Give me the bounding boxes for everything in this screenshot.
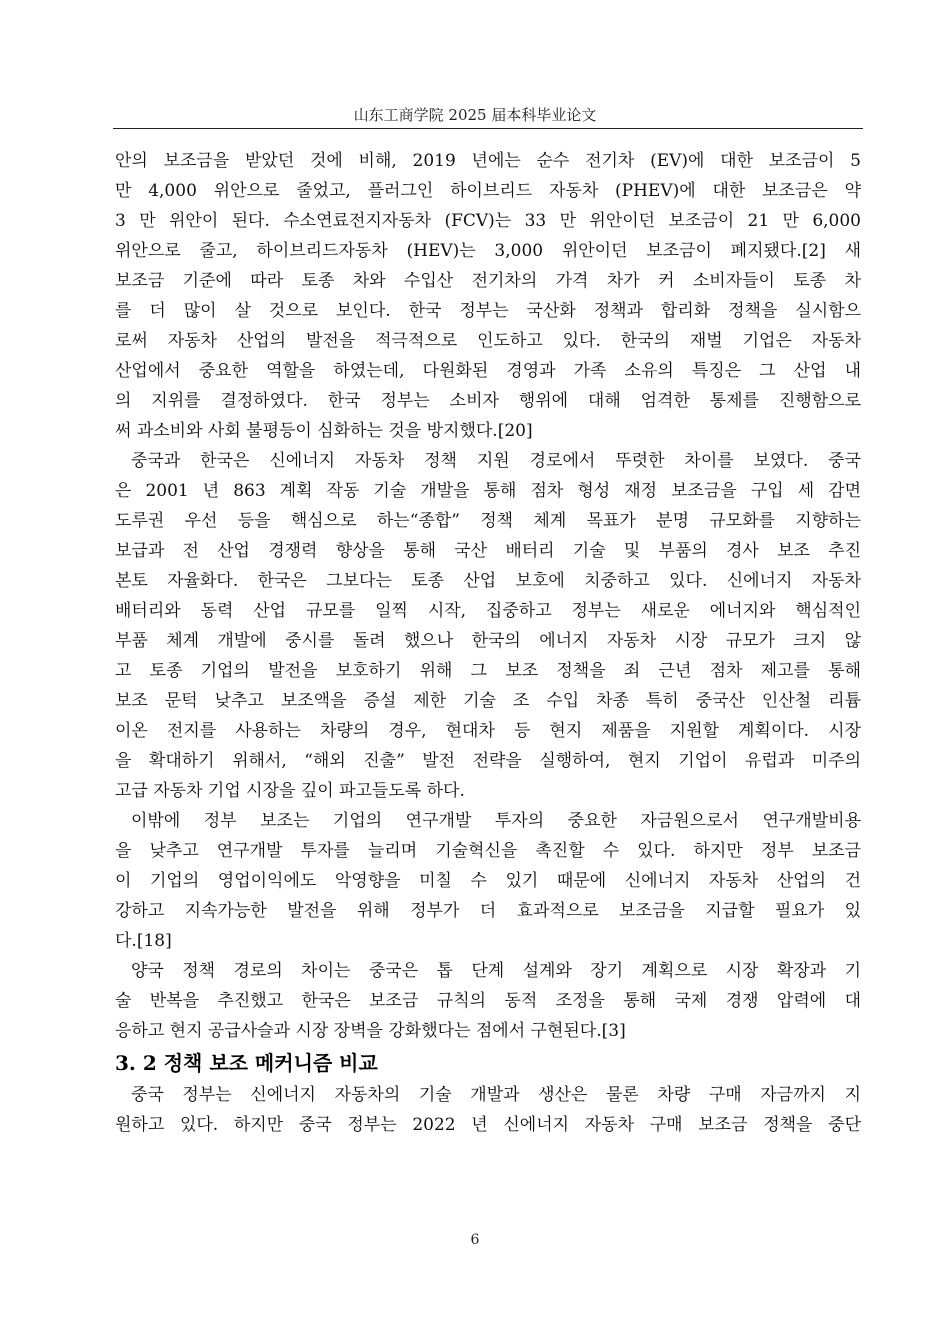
- text-line: 은 2001 년 863 계획 작동 기술 개발을 통해 점차 형성 재정 보조금을 구입 세 감면: [115, 481, 861, 501]
- text-line: 중국 정부는 신에너지 자동차의 기술 개발과 생산은 물론 차량 구매 자금까지 지: [131, 1085, 861, 1105]
- text-line: 로써 자동차 산업의 발전을 적극적으로 인도하고 있다. 한국의 재벌 기업은 자동차: [115, 331, 861, 351]
- text-line: 원하고 있다. 하지만 중국 정부는 2022 년 신에너지 자동차 구매 보조금 정책을 중단: [115, 1115, 861, 1135]
- text-line: 을 낮추고 연구개발 투자를 늘리며 기술혁신을 촉진할 수 있다. 하지만 정부 보조금: [115, 841, 861, 861]
- text-line: 강하고 지속가능한 발전을 위해 정부가 더 효과적으로 보조금을 지급할 필요가 있: [115, 901, 861, 921]
- page-number: 6: [470, 1232, 480, 1248]
- text-line: 써 과소비와 사회 불평등이 심화하는 것을 방지했다.[20]: [115, 421, 533, 441]
- text-line: 보조금 기준에 따라 토종 차와 수입산 전기차의 가격 차가 커 소비자들이 토종 차: [115, 271, 861, 291]
- header-rule: [113, 128, 863, 129]
- text-line: 의 지위를 결정하였다. 한국 정부는 소비자 행위에 대해 엄격한 통제를 진행함으로: [115, 391, 861, 411]
- text-line: 를 더 많이 살 것으로 보인다. 한국 정부는 국산화 정책과 합리화 정책을 실시함으: [115, 301, 861, 321]
- text-line: 이온 전지를 사용하는 차량의 경우, 현대차 등 현지 제품을 지원할 계획이다. 시장: [115, 721, 861, 741]
- running-header: 山东工商学院 2025 届本科毕业论文: [353, 106, 597, 124]
- text-line: 보조 문턱 낮추고 보조액을 증설 제한 기술 조 수입 차종 특히 중국산 인산철 리튬: [115, 691, 861, 711]
- text-line: 양국 정책 경로의 차이는 중국은 톱 단계 설계와 장기 계획으로 시장 확장과 기: [131, 961, 861, 981]
- text-line: 이 기업의 영업이익에도 악영향을 미칠 수 있기 때문에 신에너지 자동차 산업의 건: [115, 871, 861, 891]
- text-line: 다.[18]: [115, 931, 172, 951]
- paragraph: [115, 956, 861, 1046]
- text-line: 을 확대하기 위해서, “해외 진출” 발전 전략을 실행하여, 현지 기업이 유럽과 미주의: [115, 751, 861, 771]
- body-text: [115, 146, 861, 1140]
- text-line: 이밖에 정부 보조는 기업의 연구개발 투자의 중요한 자금원으로서 연구개발비용: [131, 811, 861, 831]
- text-line: 위안으로 줄고, 하이브리드자동차 (HEV)는 3,000 위안이던 보조금이 폐지됐다.[2] 새: [115, 241, 861, 261]
- section-heading: 3. 2 정책 보조 메커니즘 비교: [115, 1051, 378, 1075]
- text-line: 산업에서 중요한 역할을 하였는데, 다원화된 경영과 가족 소유의 특징은 그 산업 내: [115, 361, 861, 381]
- text-line: 만 4,000 위안으로 줄었고, 플러그인 하이브리드 자동차 (PHEV)에 대한 보조금은 약: [115, 181, 861, 201]
- text-line: 응하고 현지 공급사슬과 시장 장벽을 강화했다는 점에서 구현된다.[3]: [115, 1021, 626, 1041]
- paragraph: [115, 1080, 861, 1140]
- text-line: 3 만 위안이 된다. 수소연료전지자동차 (FCV)는 33 만 위안이던 보조금이 21 만 6,000: [115, 211, 861, 231]
- paragraph: [115, 806, 861, 956]
- text-line: 본토 자율화다. 한국은 그보다는 토종 산업 보호에 치중하고 있다. 신에너지 자동차: [115, 571, 861, 591]
- text-line: 고급 자동차 기업 시장을 깊이 파고들도록 하다.: [115, 781, 465, 801]
- text-line: 배터리와 동력 산업 규모를 일찍 시작, 집중하고 정부는 새로운 에너지와 핵심적인: [115, 601, 861, 621]
- paragraph: [115, 446, 861, 806]
- paragraph: [115, 146, 861, 446]
- text-line: 도루권 우선 등을 핵심으로 하는“종합” 정책 체계 목표가 분명 규모화를 지향하는: [115, 511, 861, 531]
- text-line: 술 반복을 추진했고 한국은 보조금 규칙의 동적 조정을 통해 국제 경쟁 압력에 대: [115, 991, 861, 1011]
- text-line: 중국과 한국은 신에너지 자동차 정책 지원 경로에서 뚜렷한 차이를 보였다. 중국: [131, 451, 861, 471]
- text-line: 안의 보조금을 받았던 것에 비해, 2019 년에는 순수 전기차 (EV)에 대한 보조금이 5: [115, 151, 861, 171]
- text-line: 고 토종 기업의 발전을 보호하기 위해 그 보조 정책을 죄 근년 점차 제고를 통해: [115, 661, 861, 681]
- text-line: 보급과 전 산업 경쟁력 향상을 통해 국산 배터리 기술 및 부품의 경사 보조 추진: [115, 541, 861, 561]
- text-line: 부품 체계 개발에 중시를 돌려 했으나 한국의 에너지 자동차 시장 규모가 크지 않: [115, 631, 861, 651]
